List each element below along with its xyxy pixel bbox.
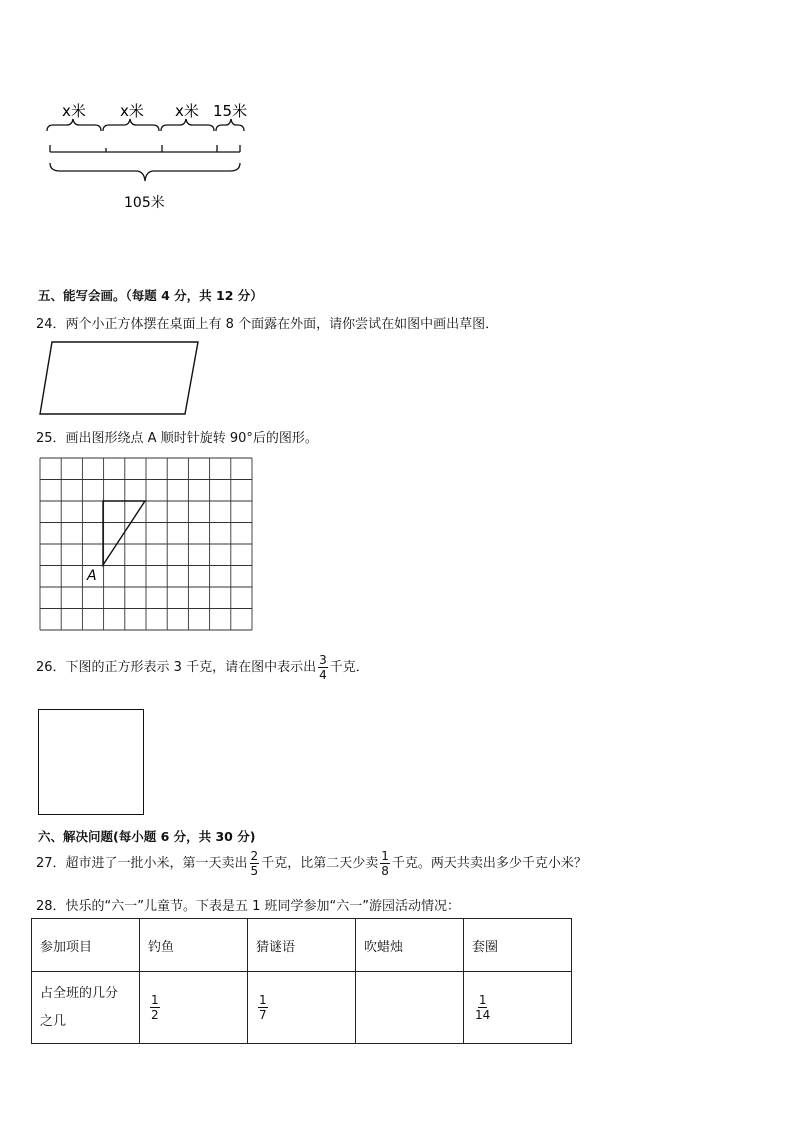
segment-label-1: x米 [62, 102, 86, 120]
fraction-two-fifths [250, 849, 260, 878]
fraction-numerator: 1 [151, 993, 159, 1007]
table-cell-empty[interactable] [356, 972, 464, 1044]
fraction-cell [150, 993, 160, 1022]
question-26-text: 26．下图的正方形表示 3 千克，请在图中表示出 [36, 660, 317, 675]
question-26 [36, 653, 369, 682]
section-6-title: 六、解决问题(每小题 6 分，共 30 分) [38, 829, 256, 844]
fraction-denominator: 4 [319, 668, 327, 682]
question-24: 24．两个小正方体摆在桌面上有 8 个面露在外面，请你尝试在如图中画出草图． [36, 317, 499, 332]
brace-1 [47, 119, 101, 131]
table-cell [140, 972, 248, 1044]
question-27-part-1: 27．超市进了一批小米，第一天卖出 [36, 856, 248, 871]
fraction-denominator: 8 [381, 864, 389, 878]
brace-3 [161, 119, 214, 131]
table-row-label [32, 972, 140, 1044]
question-27 [36, 849, 587, 878]
triangle-figure [103, 501, 145, 565]
table-cell [464, 972, 572, 1044]
segment-diagram [40, 95, 260, 215]
fraction-denominator: 7 [259, 1008, 267, 1022]
fraction-cell [258, 993, 268, 1022]
table-cell: 参加项目 [32, 919, 140, 972]
rotation-grid [38, 456, 258, 632]
question-27-part-2: 千克，比第二天少卖 [261, 856, 379, 871]
fraction-numerator: 2 [250, 849, 259, 863]
section-5-title: 五、能写会画。（每题 4 分，共 12 分） [38, 288, 263, 303]
fraction-numerator: 3 [319, 653, 327, 667]
brace-2 [103, 119, 159, 131]
total-label: 105米 [124, 195, 165, 211]
fraction-one-eighth [380, 849, 390, 878]
row-label-line-1: 占全班的几分 [40, 985, 119, 1001]
table-cell: 猜谜语 [248, 919, 356, 972]
question-27-part-3: 千克。两天共卖出多少千克小米？ [391, 856, 587, 871]
grid-lines [40, 458, 252, 630]
fraction-three-quarters [318, 653, 328, 682]
table-cell: 钓鱼 [140, 919, 248, 972]
brace-4 [216, 119, 244, 131]
table-cell: 吹蜡烛 [356, 919, 464, 972]
fraction-numerator: 1 [381, 849, 389, 863]
question-26-unit: 千克． [329, 660, 369, 675]
parallelogram-figure [38, 338, 202, 418]
table-cell [248, 972, 356, 1044]
question-25: 25．画出图形绕点 A 顺时针旋转 90°后的图形。 [36, 431, 318, 446]
fraction-denominator: 2 [151, 1008, 159, 1022]
fraction-numerator: 1 [478, 993, 487, 1007]
fraction-denominator: 14 [475, 1008, 491, 1022]
fraction-numerator: 1 [259, 993, 267, 1007]
table-header-row [32, 919, 572, 972]
parallelogram [40, 342, 198, 414]
point-a-label: A [87, 568, 97, 584]
activity-table [31, 918, 572, 1044]
segment-label-2: x米 [120, 102, 144, 120]
row-label-line-2: 之几 [40, 1013, 67, 1029]
table-cell: 套圈 [464, 919, 572, 972]
fraction-cell [474, 993, 491, 1022]
question-28: 28．快乐的“六一”儿童节。下表是五 1 班同学参加“六一”游园活动情况： [36, 899, 461, 914]
segment-label-3: x米 [175, 102, 199, 120]
segment-label-4: 15米 [213, 102, 248, 120]
fraction-denominator: 5 [250, 864, 259, 878]
table-row [32, 972, 572, 1044]
square-figure [38, 709, 144, 815]
brace-total [50, 163, 240, 181]
